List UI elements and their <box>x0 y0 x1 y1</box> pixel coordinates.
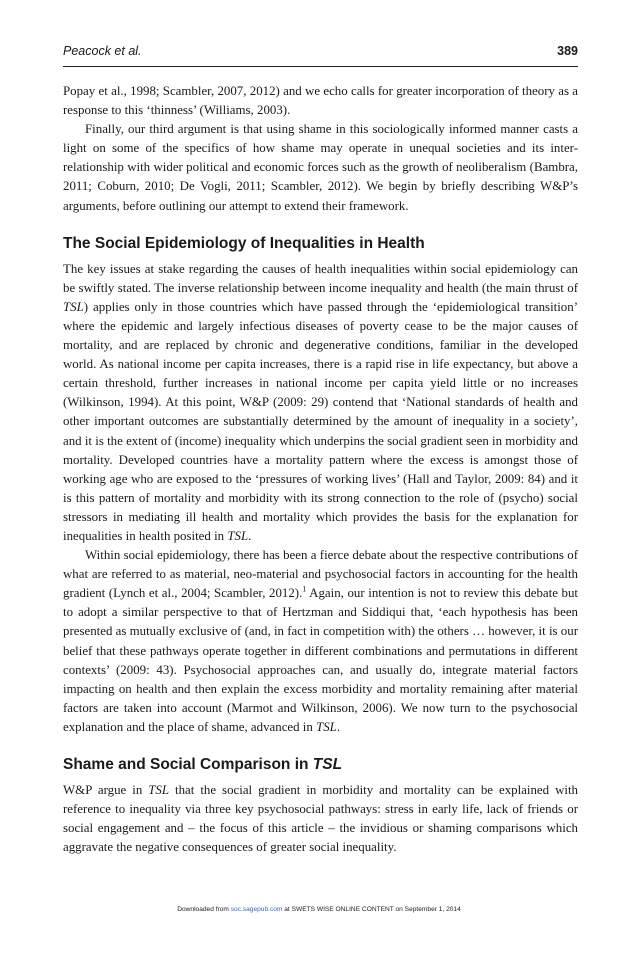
paragraph: Finally, our third argument is that using shame in this sociologically informed manner casts a light on some of the specifics of how shame may operate in unequal societies and its inter-relationship with wider political and economic forces such as the growth of neoliberalism (Bambra, 2011; Coburn, 2010; De Vogli, 2011; Scambler, 2012). We begin by briefly describing W&P’s arguments, before outlining our attempt to extend their framework. <box>63 122 578 213</box>
footnote-marker: 1 <box>302 584 307 594</box>
page-number: 389 <box>557 44 578 58</box>
running-head <box>63 44 578 62</box>
paragraph: The key issues at stake regarding the causes of health inequalities within social epidemiology can be swiftly stated. The inverse relationship between income inequality and health (the main thrust of TSL) applies only in those countries which have passed through the ‘epidemiological transition’ where the epidemic and largely infectious diseases of poverty cease to be the major causes of mortality, and are replaced by chronic and degenerative conditions, familiar in the developed world. As national income per capita increases, there is a rapid rise in life expectancy, but above a certain threshold, further increases in national income per capita yield little or no increases (Wilkinson, 1994). At this point, W&P (2009: 29) contend that ‘National standards of health and other important outcomes are substantially determined by the amount of inequality in a society’, and it is the extent of (income) inequality which underpins the social gradient seen in morbidity and mortality. Developed countries have a mortality pattern where the excess is amongst those of working age who are exposed to the ‘pressures of working lives’ (Hall and Taylor, 2009: 84) and it is this pattern of mortality and morbidity with its strong connection to the role of (psycho) social stressors in mediating ill health and mortality which provides the basis for the explanation for inequalities in health posited in TSL. <box>63 261 578 543</box>
paragraph: W&P argue in TSL that the social gradient in morbidity and mortality can be explained with reference to inequality via three key psychosocial pathways: stress in early life, lack of friends or social engagement and – the focus of this article – the invidious or shaming comparisons which aggravate the negative consequences of greater social inequality. <box>63 783 578 855</box>
download-footer: Downloaded from soc.sagepub.com at SWETS WISE ONLINE CONTENT on September 1, 2014 <box>177 906 461 913</box>
paragraph: Popay et al., 1998; Scambler, 2007, 2012) and we echo calls for greater incorporation of theory as a response to this ‘thinness’ (Williams, 2003). <box>63 84 578 118</box>
source-link[interactable]: soc.sagepub.com <box>230 906 283 913</box>
running-head-author: Peacock et al. <box>63 44 142 58</box>
section-heading: Shame and Social Comparison in TSL <box>63 756 343 773</box>
header-rule <box>63 66 578 67</box>
section-heading: The Social Epidemiology of Inequalities in Health <box>63 234 425 252</box>
paragraph: Within social epidemiology, there has been a fierce debate about the respective contributions of what are referred to as material, neo-material and psychosocial factors in accounting for the health gradient (Lynch et al., 2004; Scambler, 2012).$^1$ Again, our intention is not to review this debate but to adopt a similar perspective to that of Hertzman and Siddiqui that, ‘each hypothesis has been presented as mutually exclusive of (and, in fact in competition with) the others … however, it is our belief that these pathways operate together in different combinations and permutations in different contexts’ (2009: 43). Psychosocial approaches can, and usually do, integrate material factors impacting on health and then explain the excess morbidity and mortality remaining after material factors are taken into account (Marmot and Wilkinson, 2006). We now turn to the psychosocial explanation and the place of shame, advanced in TSL. <box>63 548 579 734</box>
article-body <box>63 82 578 857</box>
